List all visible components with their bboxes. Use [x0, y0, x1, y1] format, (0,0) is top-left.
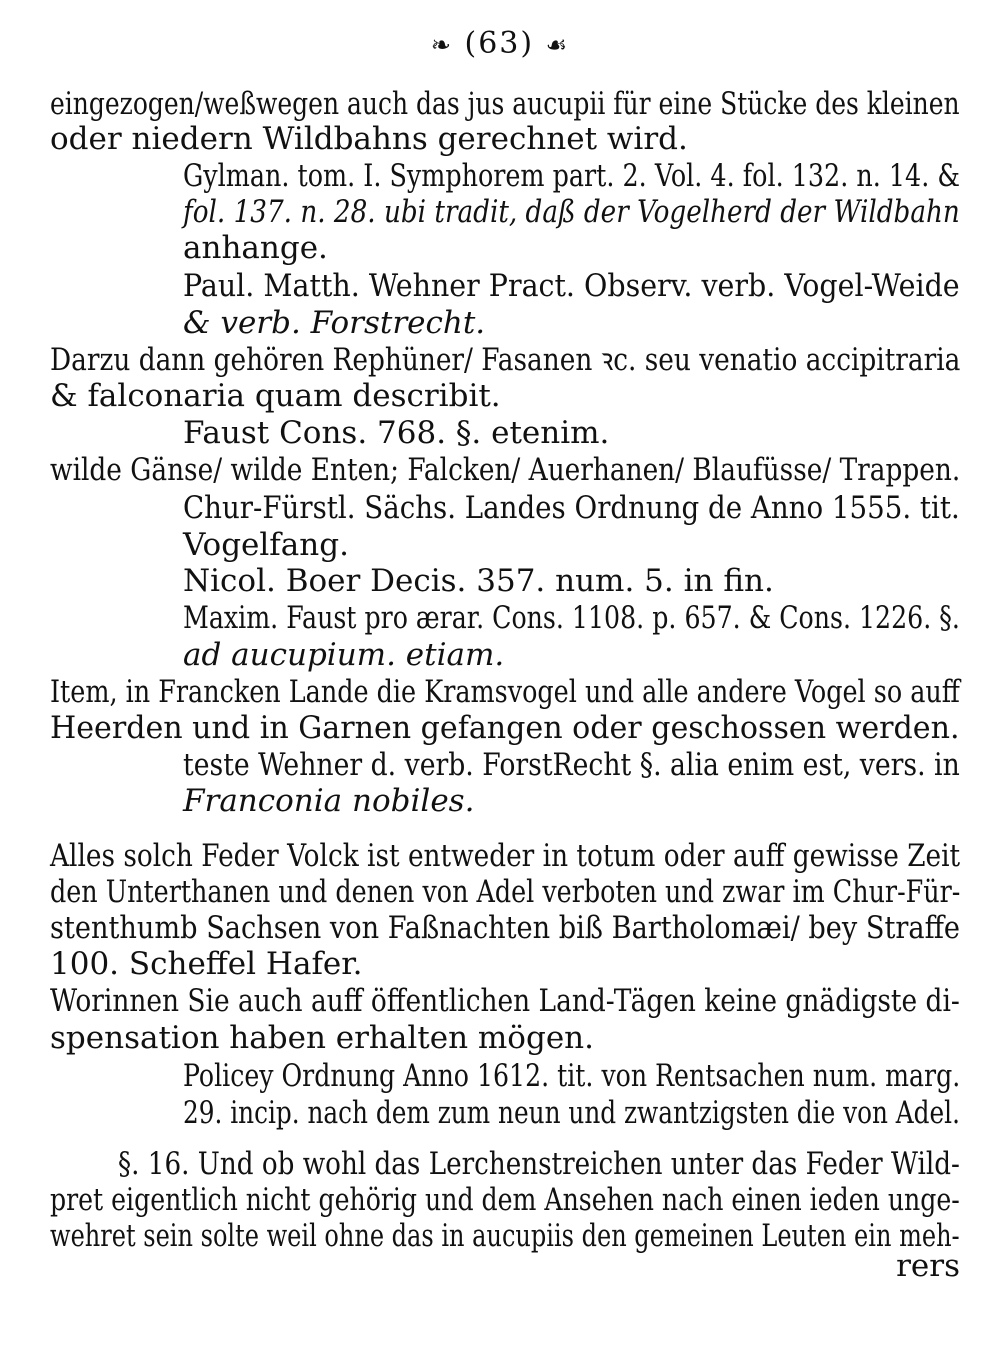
citation-line-9: Nicol. Boer Decis. 357. num. 5. in fin.: [183, 563, 774, 599]
text-line-3: Darzu dann gehören Rephüner/ Fasanen ꝛc. seu venatio accipitraria: [50, 342, 961, 378]
text-line-9: den Unterthanen und denen von Adel verboten und zwar im Chur-Für-: [50, 874, 961, 910]
page-number: (63): [464, 26, 535, 61]
text-line-1: eingezogen/weßwegen auch das jus aucupii für eine Stücke des kleinen: [50, 86, 960, 122]
text-line-8: Alles solch Feder Volck ist entweder in totum oder auff gewisse Zeit: [50, 838, 961, 874]
citation-line-1: Gylman. tom. I. Symphorem part. 2. Vol. 4. fol. 132. n. 14. &: [183, 158, 960, 194]
text-line-10: stenthumb Sachsen von Faßnachten biß Bartholomæi/ bey Straffe: [50, 910, 961, 946]
page-header: [0, 26, 1000, 61]
catchword: rers: [896, 1248, 960, 1284]
text-line-12: Worinnen Sie auch auff öffentlichen Land-Tägen keine gnädigste di-: [50, 983, 960, 1019]
text-line-6: Item, in Francken Lande die Kramsvogel und alle andere Vogel so auff: [50, 674, 960, 710]
citation-line-13: Franconia nobiles.: [183, 783, 475, 819]
citation-line-3: anhange.: [183, 230, 328, 266]
citation-line-14: Policey Ordnung Anno 1612. tit. von Rentsachen num. marg.: [183, 1058, 961, 1094]
text-line-15: wehret sein solte weil ohne das in aucupiis den gemeinen Leuten ein meh-: [50, 1218, 960, 1254]
citation-line-4: Paul. Matth. Wehner Pract. Observ. verb. Vogel-Weide: [183, 268, 960, 304]
section-line-1: §. 16. Und ob wohl das Lerchenstreichen unter das Feder Wild-: [118, 1146, 960, 1182]
ornament-right-icon: ☙: [545, 31, 570, 59]
citation-line-5: & verb. Forstrecht.: [183, 305, 486, 341]
text-line-11: 100. Scheffel Hafer.: [50, 946, 363, 982]
text-line-4: & falconaria quam describit.: [50, 378, 501, 414]
citation-line-6: Faust Cons. 768. §. etenim.: [183, 415, 610, 451]
citation-line-2: fol. 137. n. 28. ubi tradit, daß der Vogelherd der Wildbahn: [183, 194, 960, 230]
citation-line-8: Vogelfang.: [183, 527, 349, 563]
text-line-13: spensation haben erhalten mögen.: [50, 1020, 594, 1056]
citation-line-7: Chur-Fürstl. Sächs. Landes Ordnung de Anno 1555. tit.: [183, 490, 960, 526]
text-line-2: oder niedern Wildbahns gerechnet wird.: [50, 121, 688, 157]
citation-line-11: ad aucupium. etiam.: [183, 637, 505, 673]
citation-line-15: 29. incip. nach dem zum neun und zwantzigsten die von Adel.: [183, 1095, 960, 1131]
text-line-5: wilde Gänse/ wilde Enten; Falcken/ Auerhanen/ Blaufüsse/ Trappen.: [50, 452, 961, 488]
citation-line-12: teste Wehner d. verb. ForstRecht §. alia enim est, vers. in: [183, 747, 960, 783]
text-line-7: Heerden und in Garnen gefangen oder geschossen werden.: [50, 710, 960, 746]
ornament-left-icon: ❧: [430, 31, 453, 59]
citation-line-10: Maxim. Faust pro ærar. Cons. 1108. p. 657. & Cons. 1226. §.: [183, 600, 960, 636]
text-line-14: pret eigentlich nicht gehörig und dem Ansehen nach einen ieden unge-: [50, 1182, 960, 1218]
